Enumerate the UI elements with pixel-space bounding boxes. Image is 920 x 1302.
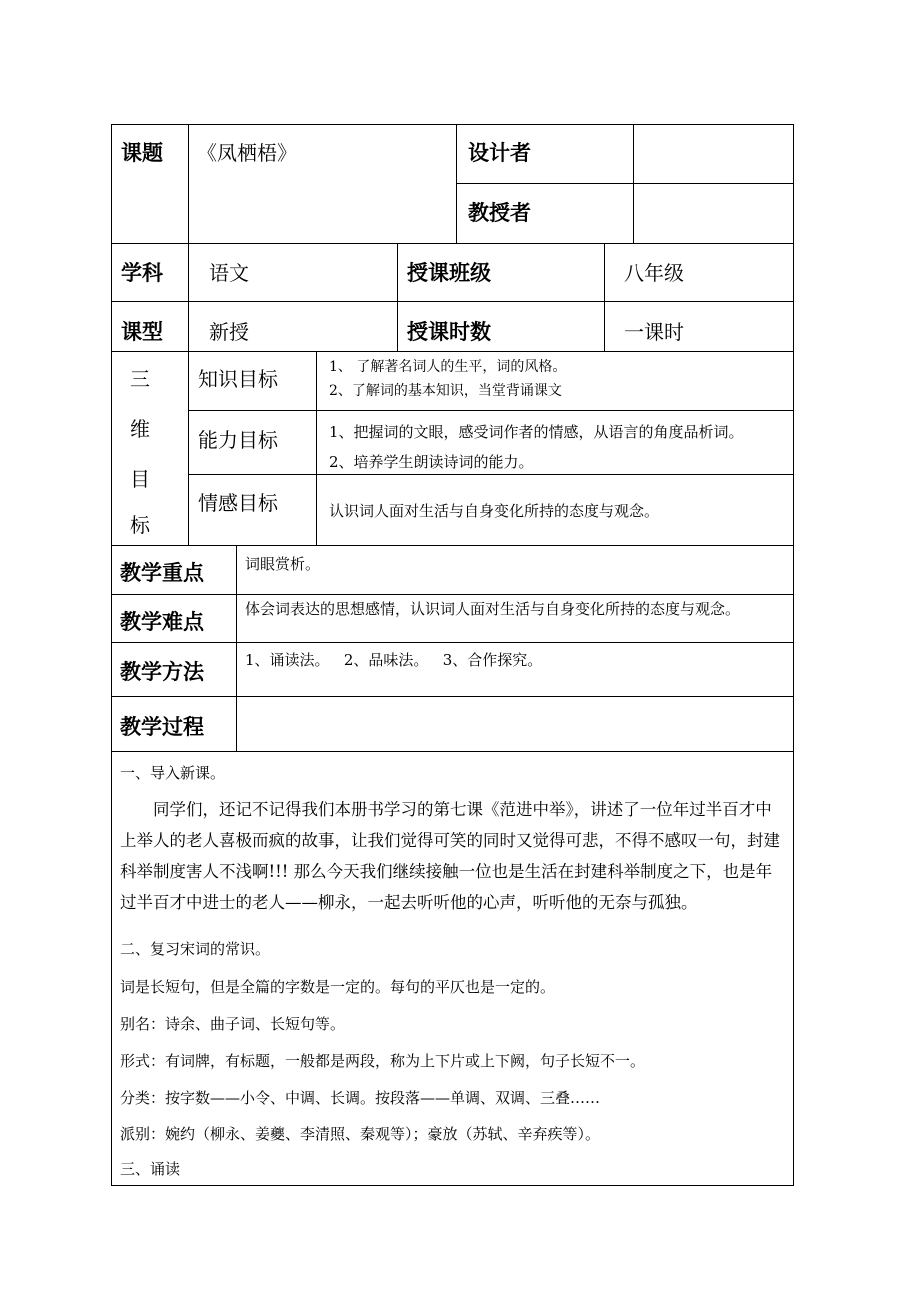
row-divider bbox=[188, 410, 794, 411]
row-divider bbox=[111, 642, 794, 643]
intro-paragraph-text: 同学们，还记不记得我们本册书学习的第七课《范进中举》，讲述了一位年过半百才中上举人的老人喜极而疯的故事，让我们觉得可笑的同时又觉得可悲，不得不感叹一句，封建科举制度害人不浅啊!!! 那么今天我们继续接触一位也是生活在封建科举制度之下，也是年过半百才中进士的老人——柳永，一起去听听他的心声，听听他的无奈与孤独。 bbox=[120, 800, 780, 912]
key-point-label: 教学重点 bbox=[120, 561, 204, 585]
subject-label: 学科 bbox=[121, 261, 163, 285]
designer-label: 设计者 bbox=[468, 141, 531, 165]
col-divider bbox=[604, 243, 605, 351]
topic-label: 课题 bbox=[121, 141, 163, 165]
emotion-text: 认识词人面对生活与自身变化所持的态度与观念。 bbox=[329, 502, 660, 520]
ability-item: 1、把握词的文眼，感受词作者的情感，从语言的角度品析词。 bbox=[329, 423, 744, 441]
row-divider bbox=[111, 301, 794, 302]
row-divider bbox=[111, 751, 794, 752]
row-divider bbox=[111, 351, 794, 352]
ability-label: 能力目标 bbox=[198, 428, 278, 452]
objectives-group-char: 标 bbox=[130, 513, 150, 537]
hours-label: 授课时数 bbox=[407, 320, 491, 344]
row-divider bbox=[456, 183, 794, 184]
objectives-group-char: 三 bbox=[130, 367, 150, 391]
class-label: 授课班级 bbox=[407, 261, 491, 285]
section3-title: 三、诵读 bbox=[120, 1160, 181, 1178]
objectives-group-char: 维 bbox=[130, 417, 150, 441]
knowledge-label: 知识目标 bbox=[198, 367, 278, 391]
content-line: 形式：有词牌，有标题，一般都是两段，称为上下片或上下阙，句子长短不一。 bbox=[120, 1052, 646, 1070]
subject-value: 语文 bbox=[209, 261, 249, 285]
row-divider bbox=[111, 594, 794, 595]
row-divider bbox=[111, 696, 794, 697]
difficulty-text: 体会词表达的思想感情，认识词人面对生活与自身变化所持的态度与观念。 bbox=[245, 600, 741, 618]
intro-paragraph bbox=[120, 794, 784, 918]
class-value: 八年级 bbox=[624, 261, 684, 285]
col-divider bbox=[633, 124, 634, 243]
col-divider bbox=[236, 545, 237, 751]
col-divider bbox=[316, 351, 317, 545]
row-divider bbox=[111, 545, 794, 546]
col-divider bbox=[456, 124, 457, 243]
teacher-label: 教授者 bbox=[468, 201, 531, 225]
process-label: 教学过程 bbox=[120, 715, 204, 739]
knowledge-item: 2、了解词的基本知识，当堂背诵课文 bbox=[329, 383, 562, 399]
row-divider bbox=[111, 243, 794, 244]
col-divider bbox=[397, 243, 398, 351]
hours-value: 一课时 bbox=[624, 320, 684, 344]
content-line: 分类：按字数——小令、中调、长调。按段落——单调、双调、三叠…… bbox=[120, 1089, 601, 1107]
topic-value: 《凤栖梧》 bbox=[197, 141, 297, 165]
methods-text: 1、诵读法。 2、品味法。 3、合作探究。 bbox=[245, 651, 543, 669]
col-divider bbox=[188, 124, 189, 545]
section2-title: 二、复习宋词的常识。 bbox=[120, 940, 271, 958]
objectives-group-char: 目 bbox=[130, 467, 150, 491]
content-line: 别名：诗余、曲子词、长短句等。 bbox=[120, 1015, 346, 1033]
type-label: 课型 bbox=[121, 320, 163, 344]
section1-title: 一、导入新课。 bbox=[120, 764, 226, 782]
key-point-text: 词眼赏析。 bbox=[245, 555, 321, 573]
row-divider bbox=[188, 474, 794, 475]
difficulty-label: 教学难点 bbox=[120, 610, 204, 634]
knowledge-item: 1、 了解著名词人的生平，词的风格。 bbox=[329, 359, 567, 375]
ability-item: 2、培养学生朗读诗词的能力。 bbox=[329, 453, 534, 471]
emotion-label: 情感目标 bbox=[198, 491, 278, 515]
type-value: 新授 bbox=[209, 320, 249, 344]
content-line: 派别：婉约（柳永、姜夔、李清照、秦观等）；豪放（苏轼、辛弃疾等）。 bbox=[120, 1125, 601, 1143]
content-line: 词是长短句，但是全篇的字数是一定的。每句的平仄也是一定的。 bbox=[120, 978, 556, 996]
methods-label: 教学方法 bbox=[120, 660, 204, 684]
